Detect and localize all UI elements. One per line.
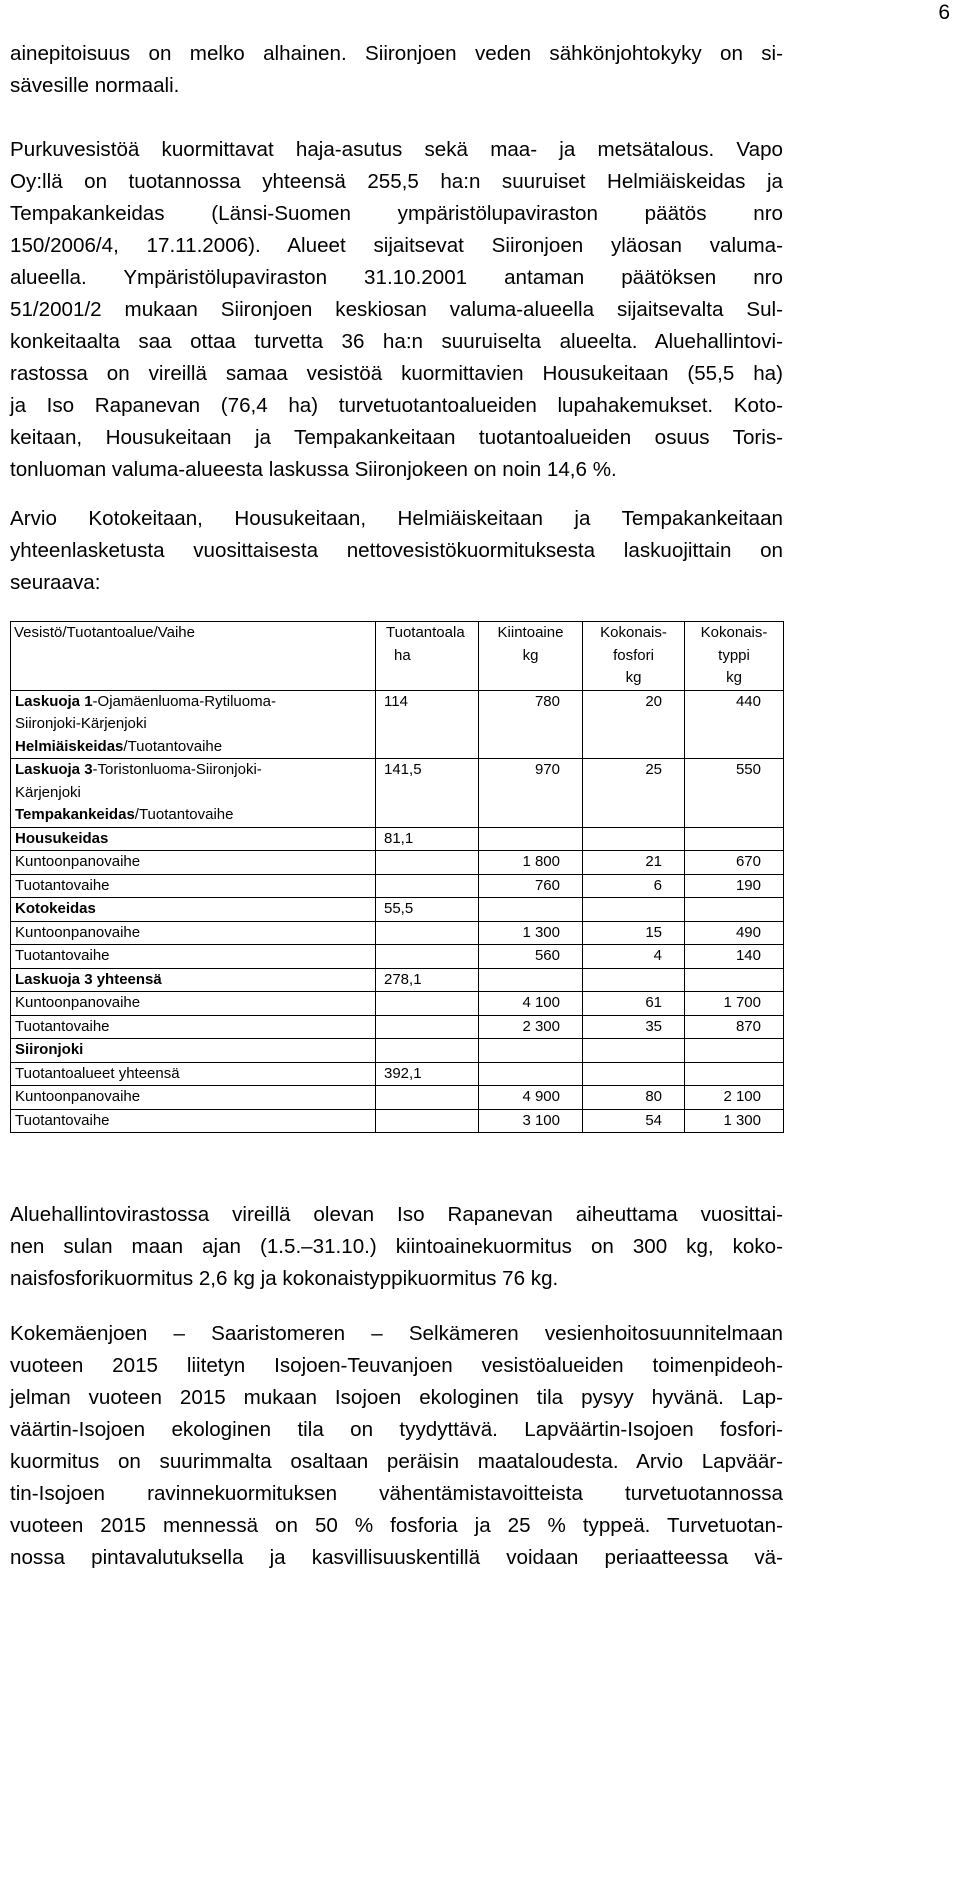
text-line: seuraava:	[10, 571, 101, 594]
cell-phosphorus: 61	[583, 992, 685, 1016]
cell-nitrogen: 1 300	[685, 1109, 784, 1133]
table-row	[11, 690, 784, 759]
text-line: Arvio Kotokeitaan, Housukeitaan, Helmiäiskeitaan ja Tempakankeitaan	[10, 507, 783, 530]
table-row	[11, 874, 784, 898]
row-label: Tuotantovaihe	[11, 945, 376, 969]
row-label: Siironjoki	[11, 1039, 376, 1063]
header-area: Tuotantoala ha	[376, 622, 479, 691]
cell-nitrogen: 440	[685, 690, 784, 759]
text-line: alueella. Ympäristölupaviraston 31.10.2001 antaman päätöksen nro	[10, 266, 783, 289]
cell-area	[376, 992, 479, 1016]
cell-solids: 560	[479, 945, 583, 969]
text-line: rastossa on vireillä samaa vesistöä kuormittavien Housukeitaan (55,5 ha)	[10, 362, 783, 385]
cell-nitrogen: 870	[685, 1015, 784, 1039]
text-line: tin-Isojoen ravinnekuormituksen vähentämistavoitteista turvetuotannossa	[10, 1482, 783, 1505]
paragraph-iso-rapaneva	[10, 1199, 783, 1295]
table-row	[11, 827, 784, 851]
cell-area: 141,5	[376, 759, 479, 828]
text-line: yhteenlasketusta vuosittaisesta nettovesistökuormituksesta laskuojittain on	[10, 539, 783, 562]
cell-solids	[479, 898, 583, 922]
row-label: Tuotantovaihe	[11, 874, 376, 898]
table-row	[11, 968, 784, 992]
cell-solids: 780	[479, 690, 583, 759]
cell-nitrogen	[685, 1062, 784, 1086]
table-row	[11, 1015, 784, 1039]
cell-nitrogen: 490	[685, 921, 784, 945]
row-label: Tuotantovaihe	[11, 1109, 376, 1133]
cell-phosphorus	[583, 827, 685, 851]
header-solids: Kiintoaine kg	[479, 622, 583, 691]
cell-phosphorus: 20	[583, 690, 685, 759]
row-label: Housukeidas	[11, 827, 376, 851]
load-table	[10, 621, 784, 1133]
text-line: Purkuvesistöä kuormittavat haja-asutus sekä maa- ja metsätalous. Vapo	[10, 138, 783, 161]
table-row	[11, 921, 784, 945]
cell-phosphorus	[583, 1039, 685, 1063]
cell-solids	[479, 1039, 583, 1063]
text-line: nen sulan maan ajan (1.5.–31.10.) kiintoainekuormitus on 300 kg, koko-	[10, 1235, 783, 1258]
paragraph-water-quality	[10, 38, 783, 102]
text-line: ainepitoisuus on melko alhainen. Siironjoen veden sähkönjohtokyky on si-	[10, 42, 783, 65]
cell-area	[376, 1039, 479, 1063]
table-row	[11, 1039, 784, 1063]
header-nitrogen: Kokonais- typpi kg	[685, 622, 784, 691]
cell-phosphorus: 15	[583, 921, 685, 945]
table-row	[11, 851, 784, 875]
cell-area: 81,1	[376, 827, 479, 851]
text-line: Oy:llä on tuotannossa yhteensä 255,5 ha:n suuruiset Helmiäiskeidas ja	[10, 170, 783, 193]
header-phosphorus: Kokonais- fosfori kg	[583, 622, 685, 691]
cell-solids	[479, 827, 583, 851]
cell-phosphorus: 6	[583, 874, 685, 898]
paragraph-estimate-intro	[10, 503, 783, 599]
cell-phosphorus	[583, 968, 685, 992]
text-line: vuoteen 2015 liitetyn Isojoen-Teuvanjoen vesistöalueiden toimenpideoh-	[10, 1354, 783, 1377]
text-line: 150/2006/4, 17.11.2006). Alueet sijaitsevat Siironjoen yläosan valuma-	[10, 234, 783, 257]
cell-nitrogen	[685, 827, 784, 851]
cell-phosphorus	[583, 898, 685, 922]
cell-nitrogen	[685, 1039, 784, 1063]
cell-nitrogen: 1 700	[685, 992, 784, 1016]
cell-solids: 4 900	[479, 1086, 583, 1110]
cell-phosphorus: 80	[583, 1086, 685, 1110]
cell-nitrogen	[685, 968, 784, 992]
table-row	[11, 1109, 784, 1133]
table-row	[11, 1086, 784, 1110]
cell-solids	[479, 968, 583, 992]
text-line: väärtin-Isojoen ekologinen tila on tyydyttävä. Lapväärtin-Isojoen fosfori-	[10, 1418, 783, 1441]
cell-phosphorus: 54	[583, 1109, 685, 1133]
cell-solids: 4 100	[479, 992, 583, 1016]
cell-area	[376, 1086, 479, 1110]
cell-solids: 3 100	[479, 1109, 583, 1133]
text-line: kuormitus on suurimmalta osaltaan peräisin maataloudesta. Arvio Lapväär-	[10, 1450, 783, 1473]
row-label: Tuotantovaihe	[11, 1015, 376, 1039]
table-row	[11, 759, 784, 828]
cell-area: 114	[376, 690, 479, 759]
cell-phosphorus: 4	[583, 945, 685, 969]
table-row	[11, 1062, 784, 1086]
cell-solids: 1 300	[479, 921, 583, 945]
row-label: Kuntoonpanovaihe	[11, 1086, 376, 1110]
cell-nitrogen: 2 100	[685, 1086, 784, 1110]
paragraph-discharge-load	[10, 134, 783, 486]
cell-phosphorus: 35	[583, 1015, 685, 1039]
row-label: Kuntoonpanovaihe	[11, 992, 376, 1016]
text-line: vuoteen 2015 mennessä on 50 % fosforia ja 25 % typpeä. Turvetuotan-	[10, 1514, 783, 1537]
row-label: Kuntoonpanovaihe	[11, 921, 376, 945]
text-line: Aluehallintovirastossa vireillä olevan Iso Rapanevan aiheuttama vuosittai-	[10, 1203, 783, 1226]
header-waterbody: Vesistö/Tuotantoalue/Vaihe	[11, 622, 376, 691]
cell-area	[376, 1015, 479, 1039]
cell-area: 278,1	[376, 968, 479, 992]
cell-area	[376, 921, 479, 945]
row-label: Laskuoja 3 yhteensä	[11, 968, 376, 992]
cell-area	[376, 874, 479, 898]
cell-area: 55,5	[376, 898, 479, 922]
row-label: Kotokeidas	[11, 898, 376, 922]
text-line: tonluoman valuma-alueesta laskussa Siironjokeen on noin 14,6 %.	[10, 458, 617, 481]
cell-area	[376, 851, 479, 875]
cell-solids: 970	[479, 759, 583, 828]
table-row	[11, 898, 784, 922]
cell-area	[376, 945, 479, 969]
paragraph-river-basin-plan	[10, 1318, 783, 1574]
cell-solids: 2 300	[479, 1015, 583, 1039]
row-label: Kuntoonpanovaihe	[11, 851, 376, 875]
cell-solids: 760	[479, 874, 583, 898]
cell-area: 392,1	[376, 1062, 479, 1086]
page-number: 6	[938, 1, 950, 24]
text-line: ja Iso Rapanevan (76,4 ha) turvetuotantoalueiden lupahakemukset. Koto-	[10, 394, 783, 417]
text-line: nossa pintavalutuksella ja kasvillisuuskentillä voidaan periaatteessa vä-	[10, 1546, 783, 1569]
row-label: Laskuoja 1-Ojamäenluoma-Rytiluoma- Siironjoki-Kärjenjoki Helmiäiskeidas/Tuotantovaihe	[11, 690, 376, 759]
row-label: Tuotantoalueet yhteensä	[11, 1062, 376, 1086]
text-line: konkeitaalta saa ottaa turvetta 36 ha:n suuruiselta alueelta. Aluehallintovi-	[10, 330, 783, 353]
text-line: Kokemäenjoen – Saaristomeren – Selkämeren vesienhoitosuunnitelmaan	[10, 1322, 783, 1345]
row-label: Laskuoja 3-Toristonluoma-Siironjoki- Kärjenjoki Tempakankeidas/Tuotantovaihe	[11, 759, 376, 828]
cell-nitrogen: 140	[685, 945, 784, 969]
table-header-row	[11, 622, 784, 691]
text-line: sävesille normaali.	[10, 74, 180, 97]
table-row	[11, 945, 784, 969]
cell-solids: 1 800	[479, 851, 583, 875]
cell-phosphorus: 25	[583, 759, 685, 828]
text-line: naisfosforikuormitus 2,6 kg ja kokonaistyppikuormitus 76 kg.	[10, 1267, 559, 1290]
cell-area	[376, 1109, 479, 1133]
cell-phosphorus: 21	[583, 851, 685, 875]
cell-nitrogen: 550	[685, 759, 784, 828]
cell-solids	[479, 1062, 583, 1086]
text-line: Tempakankeidas (Länsi-Suomen ympäristölupaviraston päätös nro	[10, 202, 783, 225]
text-line: 51/2001/2 mukaan Siironjoen keskiosan valuma-alueella sijaitsevalta Sul-	[10, 298, 783, 321]
cell-nitrogen: 670	[685, 851, 784, 875]
text-line: jelman vuoteen 2015 mukaan Isojoen ekologinen tila pysyy hyvänä. Lap-	[10, 1386, 783, 1409]
table-row	[11, 992, 784, 1016]
cell-nitrogen	[685, 898, 784, 922]
cell-nitrogen: 190	[685, 874, 784, 898]
cell-phosphorus	[583, 1062, 685, 1086]
text-line: keitaan, Housukeitaan ja Tempakankeitaan tuotantoalueiden osuus Toris-	[10, 426, 783, 449]
